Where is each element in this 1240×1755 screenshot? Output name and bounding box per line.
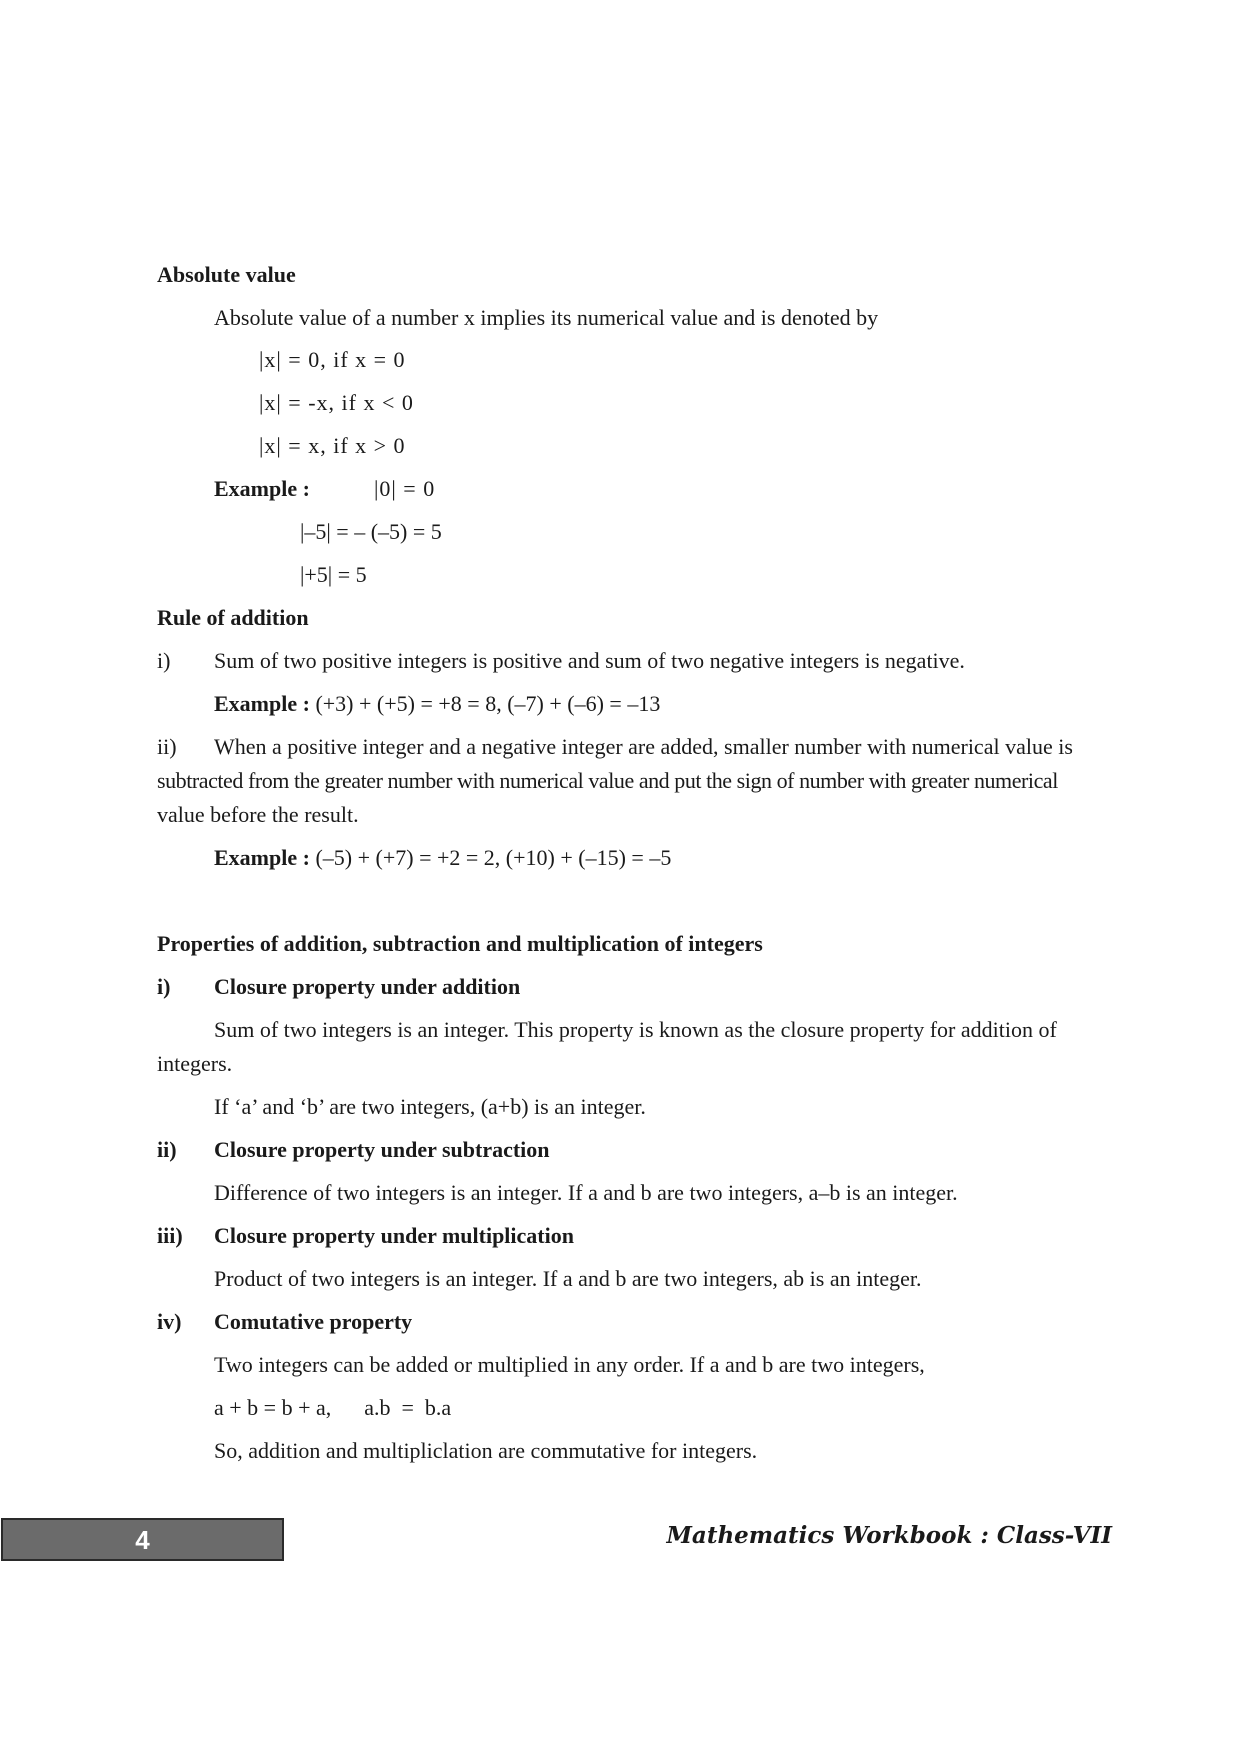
- rule-example: [214, 845, 671, 871]
- property-title-commutative: Comutative property: [214, 1309, 413, 1334]
- rule-text: subtracted from the greater number with numerical value and put the sign of number with greater numerical: [157, 768, 1058, 793]
- rule-number: i): [157, 648, 171, 673]
- example-expression: (+3) + (+5) = +8 = 8, (–7) + (–6) = –13: [309, 691, 661, 716]
- page-number-bar: [1, 1518, 284, 1561]
- property-title-closure-addition: Closure property under addition: [214, 974, 521, 999]
- example-abs-zero: |0| = 0: [374, 476, 436, 501]
- property-text: Sum of two integers is an integer. This property is known as the closure property for addition of: [214, 1017, 1057, 1042]
- property-text: Product of two integers is an integer. If a and b are two integers, ab is an integer.: [214, 1266, 922, 1291]
- rule-text: When a positive integer and a negative integer are added, smaller number with numerical value is: [214, 734, 1073, 759]
- property-number: ii): [157, 1137, 177, 1162]
- property-number: iii): [157, 1223, 183, 1248]
- section-heading-properties: Properties of addition, subtraction and multiplication of integers: [157, 931, 763, 956]
- example-label: Example :: [214, 476, 310, 501]
- rule-text: value before the result.: [157, 802, 359, 827]
- example-label: Example :: [214, 845, 310, 870]
- example-expression: (–5) + (+7) = +2 = 2, (+10) + (–15) = –5: [309, 845, 672, 870]
- absolute-def-positive: |x| = x, if x > 0: [259, 433, 406, 458]
- book-title: Mathematics Workbook : Class-VII: [666, 1522, 1112, 1549]
- property-number: i): [157, 974, 171, 999]
- rule-example: [214, 691, 660, 717]
- example-label: Example :: [214, 691, 310, 716]
- example-abs-neg5: |–5| = – (–5) = 5: [300, 519, 442, 544]
- property-formula: a + b = b + a, a.b = b.a: [214, 1395, 452, 1420]
- absolute-def-negative: |x| = -x, if x < 0: [259, 390, 414, 415]
- property-title-closure-subtraction: Closure property under subtraction: [214, 1137, 550, 1162]
- example-abs-pos5: |+5| = 5: [300, 562, 367, 587]
- property-text: integers.: [157, 1051, 233, 1076]
- property-title-closure-multiplication: Closure property under multiplication: [214, 1223, 574, 1248]
- property-text: If ‘a’ and ‘b’ are two integers, (a+b) is an integer.: [214, 1094, 646, 1119]
- property-number: iv): [157, 1309, 182, 1334]
- rule-number: ii): [157, 734, 177, 759]
- property-text: Two integers can be added or multiplied in any order. If a and b are two integers,: [214, 1352, 925, 1377]
- rule-text: Sum of two positive integers is positive and sum of two negative integers is negative.: [214, 648, 965, 673]
- property-text: So, addition and multipliclation are commutative for integers.: [214, 1438, 758, 1463]
- page-number: 4: [135, 1525, 150, 1555]
- absolute-intro: Absolute value of a number x implies its numerical value and is denoted by: [214, 305, 879, 330]
- section-heading-absolute-value: Absolute value: [157, 262, 296, 287]
- property-text: Difference of two integers is an integer. If a and b are two integers, a–b is an integer.: [214, 1180, 958, 1205]
- absolute-def-zero: |x| = 0, if x = 0: [259, 347, 406, 372]
- section-heading-rule-of-addition: Rule of addition: [157, 605, 309, 630]
